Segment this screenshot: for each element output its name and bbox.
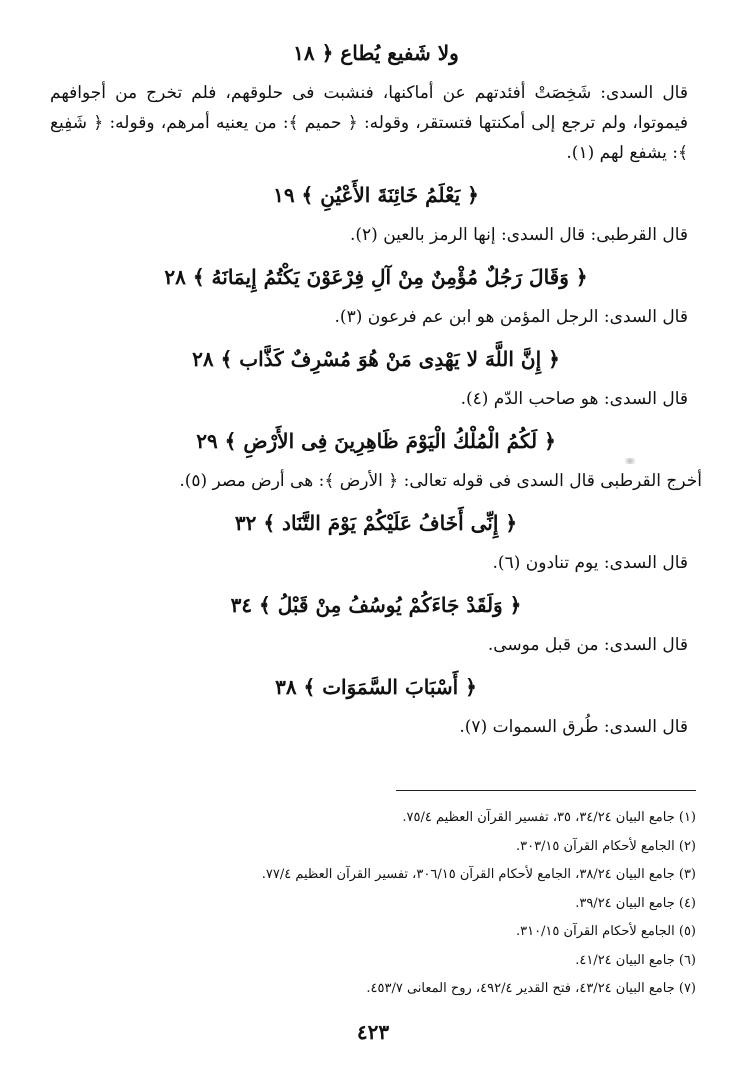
- verse-heading: ﴿ لَكُمُ الْمُلْكُ الْيَوْمَ ظَاهِرِينَ فِى الأَرْضِ ﴾ ٢٩: [196, 429, 556, 453]
- section-verse-28a: [50, 262, 702, 332]
- section-verse-19: [50, 180, 702, 250]
- verse-heading: ﴿ وَقَالَ رَجُلٌ مُؤْمِنٌ مِنْ آلِ فِرْعَوْنَ يَكْتُمُ إِيمَانَهُ ﴾ ٢٨: [164, 265, 588, 289]
- section-verse-34: [50, 590, 702, 660]
- footnote-1: (١) جامع البيان ٣٤/٢٤، ٣٥، تفسير القرآن العظيم ٧٥/٤.: [402, 810, 696, 825]
- footnote-4: (٤) جامع البيان ٣٩/٢٤.: [575, 895, 696, 911]
- section-verse-28b: [50, 344, 702, 414]
- commentary-paragraph: قال القرطبى: قال السدى: إنها الرمز بالعين (٢).: [349, 225, 688, 245]
- footnote-7: (٧) جامع البيان ٤٣/٢٤، فتح القدير ٤٩٢/٤، روح المعانى ٤٥٣/٧.: [366, 981, 696, 996]
- verse-heading: ﴿ إِنِّى أَخَافُ عَلَيْكُمْ يَوْمَ التَّنَاد ﴾ ٣٢: [234, 511, 518, 535]
- footnotes: [44, 804, 696, 1004]
- commentary-paragraph: قال السدى: شَخِصَتْ أفئدتهم عن أماكنها، فنشبت فى حلوقهم، فلم تخرج من أجوافهم فيموتوا، ولم ترجع إلى أمكنتها فتستقر، وقوله: ﴿ حميم ﴾: من يعنيه أمرهم، وقوله: ﴿ شَفِيع ﴾: يشفع لهم (١).: [50, 83, 688, 163]
- section-verse-29: [50, 426, 702, 496]
- footnote-3: (٣) جامع البيان ٣٨/٢٤، الجامع لأحكام القرآن ٣٠٦/١٥، تفسير القرآن العظيم ٧٧/٤.: [261, 867, 696, 882]
- commentary-paragraph: قال السدى: الرجل المؤمن هو ابن عم فرعون (٣).: [334, 307, 688, 327]
- section-verse-32: [50, 508, 702, 578]
- commentary-paragraph: قال السدى: طُرق السموات (٧).: [459, 717, 688, 737]
- footnote-divider: [396, 790, 696, 791]
- commentary-paragraph: قال السدى: هو صاحب الدّم (٤).: [460, 389, 688, 409]
- scan-mark: [622, 458, 638, 464]
- commentary-paragraph: قال السدى: يوم تنادون (٦).: [492, 553, 688, 573]
- footnote-6: (٦) جامع البيان ٤١/٢٤.: [575, 952, 696, 968]
- commentary-paragraph: قال السدى: من قبل موسى.: [487, 635, 688, 655]
- verse-heading: ﴿ إِنَّ اللَّهَ لا يَهْدِى مَنْ هُوَ مُسْرِفٌ كَذَّاب ﴾ ٢٨: [192, 347, 560, 371]
- verse-heading: ﴿ وَلَقَدْ جَاءَكُمْ يُوسُفُ مِنْ قَبْلُ ﴾ ٣٤: [230, 593, 522, 617]
- verse-heading: ﴿ يَعْلَمُ خَائِنَةَ الأَعْيُنِ ﴾ ١٩: [273, 183, 479, 207]
- footnote-5: (٥) الجامع لأحكام القرآن ٣١٠/١٥.: [515, 924, 696, 939]
- verse-heading: ﴿ أَسْبَابَ السَّمَوَات ﴾ ٣٨: [275, 675, 477, 699]
- commentary-paragraph: أخرج القرطبى قال السدى فى قوله تعالى: ﴿ الأرض ﴾: هى أرض مصر (٥).: [179, 471, 702, 491]
- footnote-2: (٢) الجامع لأحكام القرآن ٣٠٣/١٥.: [515, 838, 696, 854]
- page-body: [50, 38, 702, 754]
- section-verse-18: [50, 38, 702, 168]
- page-number: ٤٢٣: [356, 1020, 390, 1044]
- section-verse-38: [50, 672, 702, 742]
- verse-heading: ولا شَفيع يُطاع ﴿ ١٨: [293, 41, 459, 65]
